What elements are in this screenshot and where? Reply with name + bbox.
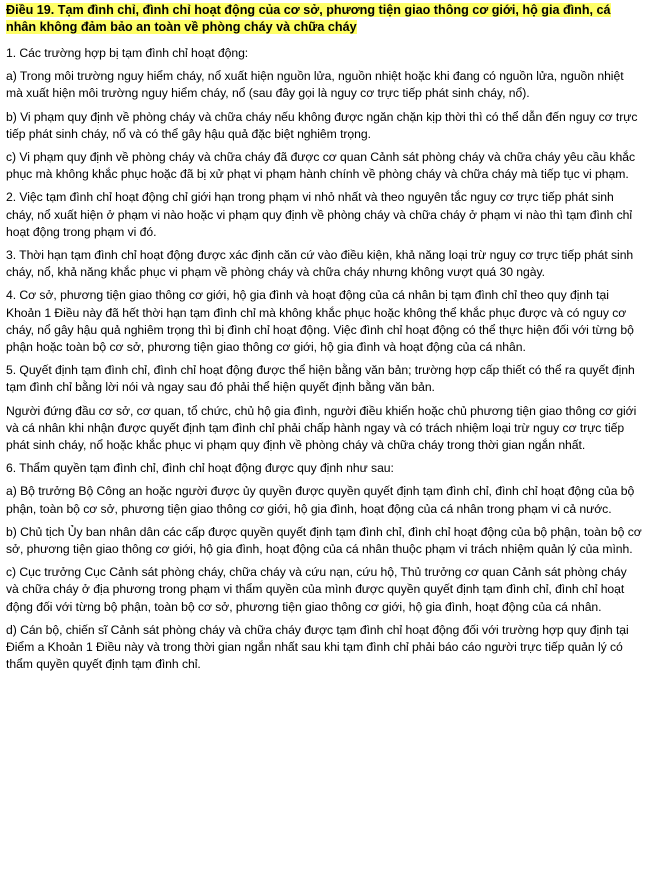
paragraph-6c: c) Cục trưởng Cục Cảnh sát phòng cháy, chữa cháy và cứu nạn, cứu hộ, Thủ trưởng cơ quan Cảnh sát phòng cháy và chữa cháy ở địa phương trong phạm vi thẩm quyền của mình được quyền quyết định tạm đình chỉ, đình chỉ hoạt động đối với từng bộ phận, toàn bộ cơ sở, phương tiện giao thông cơ giới, hộ gia đình, hoạt động của cá nhân.	[6, 565, 627, 614]
paragraph-6a: a) Bộ trưởng Bộ Công an hoặc người được ủy quyền được quyền quyết định tạm đình chỉ, đình chỉ hoạt động của bộ phận, toàn bộ cơ sở, phương tiện giao thông cơ giới, hộ gia đình, hoạt động của cá nhân trong phạm vi cả nước.	[6, 484, 635, 516]
paragraph-1b: b) Vi phạm quy định về phòng cháy và chữa cháy nếu không được ngăn chặn kịp thời thì có thể dẫn đến nguy cơ trực tiếp phát sinh cháy, nổ và có thể gây hậu quả đặc biệt nghiêm trọng.	[6, 109, 638, 141]
paragraph-3: 3. Thời hạn tạm đình chỉ hoạt động được xác định căn cứ vào điều kiện, khả năng loại trừ nguy cơ trực tiếp phát sinh cháy, nổ, khả năng khắc phục vi phạm về phòng cháy và chữa cháy nhưng không vượt quá 30 ngày.	[6, 248, 634, 280]
paragraph-6: 6. Thẩm quyền tạm đình chỉ, đình chỉ hoạt động được quy định như sau:	[6, 461, 394, 476]
article-heading	[6, 2, 642, 36]
paragraph-1: 1. Các trường hợp bị tạm đình chỉ hoạt động:	[6, 46, 249, 60]
paragraph-1c: c) Vi phạm quy định về phòng cháy và chữa cháy đã được cơ quan Cảnh sát phòng cháy và chữa cháy yêu cầu khắc phục mà không khắc phục hoặc đã bị xử phạt vi phạm hành chính về phòng cháy và chữa cháy mà tiếp tục vi phạm.	[6, 150, 636, 182]
article-title: Điều 19. Tạm đình chỉ, đình chỉ hoạt động của cơ sở, phương tiện giao thông cơ giới, hộ gia đình, cá nhân không đảm bảo an toàn về phòng cháy và chữa cháy	[6, 3, 611, 34]
paragraph-5-continued: Người đứng đầu cơ sở, cơ quan, tổ chức, chủ hộ gia đình, người điều khiển hoặc chủ phương tiện giao thông cơ giới và cá nhân khi nhận được quyết định tạm đình chỉ phải chấp hành ngay và có trách nhiệm loại trừ nguy cơ trực tiếp phát sinh cháy, nổ hoặc khắc phục vi phạm quy định về phòng cháy và chữa cháy trong thời gian ngắn nhất.	[6, 403, 637, 453]
paragraph-6b: b) Chủ tịch Ủy ban nhân dân các cấp được quyền quyết định tạm đình chỉ, đình chỉ hoạt động của bộ phận, toàn bộ cơ sở, phương tiện giao thông cơ giới, hộ gia đình, hoạt động của cá nhân thuộc phạm vi trách nhiệm quản lý của mình.	[6, 524, 642, 557]
paragraph-1a: a) Trong môi trường nguy hiểm cháy, nổ xuất hiện nguồn lửa, nguồn nhiệt hoặc khi đang có nguồn lửa, nguồn nhiệt mà xuất hiện môi trường nguy hiểm cháy, nổ (sau đây gọi là nguy cơ trực tiếp phát sinh cháy, nổ).	[6, 69, 624, 101]
paragraph-5: 5. Quyết định tạm đình chỉ, đình chỉ hoạt động được thể hiện bằng văn bản; trường hợp cấp thiết có thể ra quyết định tạm đình chỉ bằng lời nói và ngay sau đó phải thể hiện quyết định bằng văn bản.	[6, 363, 635, 395]
paragraph-4: 4. Cơ sở, phương tiện giao thông cơ giới, hộ gia đình và hoạt động của cá nhân bị tạm đình chỉ theo quy định tại Khoản 1 Điều này đã hết thời hạn tạm đình chỉ mà không khắc phục hoặc không thể khắc phục được và có nguy cơ cháy, nổ gây hậu quả nghiêm trọng thì bị đình chỉ hoạt động. Việc đình chỉ hoạt động có thể thực hiện đối với từng bộ phận hoặc toàn bộ cơ sở, phương tiện giao thông cơ giới, hộ gia đình và hoạt động của cá nhân.	[6, 288, 634, 355]
paragraph-2: 2. Việc tạm đình chỉ hoạt động chỉ giới hạn trong phạm vi nhỏ nhất và theo nguyên tắc nguy cơ trực tiếp phát sinh cháy, nổ xuất hiện ở phạm vi nào hoặc vi phạm quy định về phòng cháy và chữa cháy ở phạm vi nào thì tạm đình chỉ hoạt động trong phạm vi đó.	[6, 190, 633, 239]
paragraph-6d: d) Cán bộ, chiến sĩ Cảnh sát phòng cháy và chữa cháy được tạm đình chỉ hoạt động đối với trường hợp quy định tại Điểm a Khoản 1 Điều này và trong thời gian ngắn nhất sau khi tạm đình chỉ phải báo cáo người trực tiếp quản lý có thẩm quyền quyết định tạm đình chỉ.	[6, 622, 629, 672]
